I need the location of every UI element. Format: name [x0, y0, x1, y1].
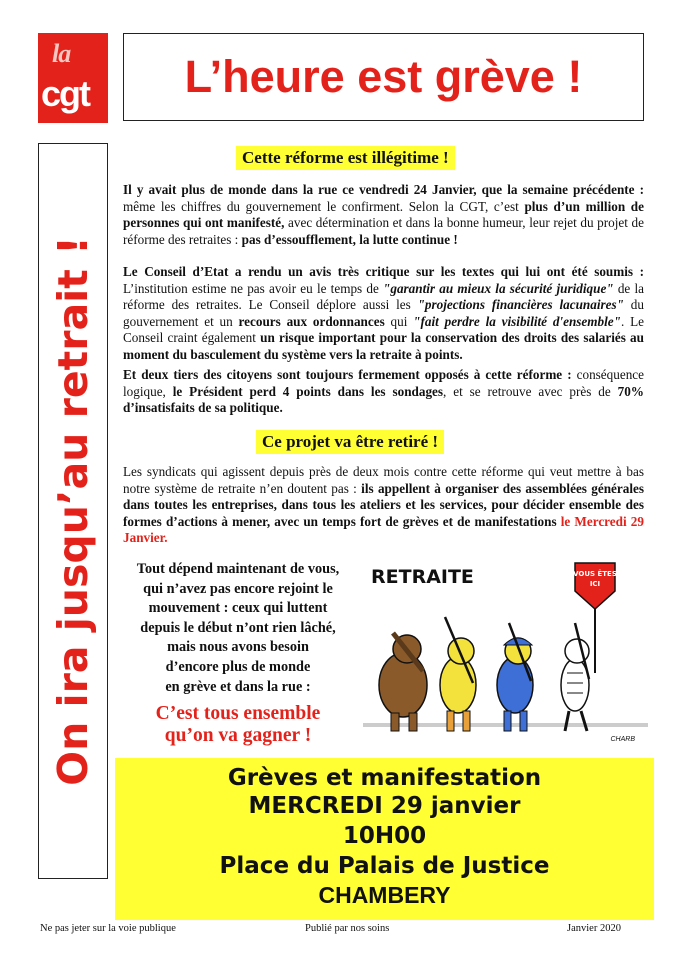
p3-bold-a: Et deux tiers des citoyens sont toujours fermement opposés à cette réforme :: [123, 367, 572, 382]
page-title: L’heure est grève !: [184, 51, 583, 102]
p2-text-d: de la réforme des retraites. Le Conseil déplore aussi les: [123, 280, 644, 313]
side-banner-text: On ira jusqu’au retrait !: [49, 236, 97, 786]
side-banner: [38, 143, 108, 879]
footer-right: Janvier 2020: [567, 923, 621, 934]
p2-text-b: L’institution estime ne pas avoir eu le temps de: [123, 280, 384, 296]
slogan: [118, 703, 358, 747]
title-box: [123, 33, 644, 121]
p4-bold-b: ils appellent à organiser des assemblées générales dans toutes les entreprises, dans tous les ateliers et les services, pour décider ensemble des formes d’actions à mener, avec un temps fort de grèves et de manifestations: [123, 480, 644, 529]
callout-line: Tout dépend maintenant de vous,: [136, 561, 340, 577]
p2-text-j: . Le Conseil craint également: [123, 313, 644, 346]
p2-text-h: qui: [384, 313, 414, 329]
logo-cgt-text: cgt: [41, 73, 89, 114]
slogan-line: C’est tous ensemble: [155, 703, 321, 724]
p4-date-c: le Mercredi 29 Janvier.: [123, 513, 644, 546]
sign-text-line1: VOUS ÊTES: [573, 570, 617, 578]
sign-text-line2: ICI: [589, 580, 601, 588]
p2-bold-a: Le Conseil d’Etat a rendu un avis très critique sur les textes qui lui ont été soumis :: [123, 264, 644, 279]
cgt-logo: [38, 33, 108, 123]
p2-text-f: du gouvernement et un: [123, 297, 644, 329]
p1-bold-a: Il y avait plus de monde dans la rue ce vendredi 24 Janvier, que la semaine précédente :: [123, 182, 644, 197]
p2-quote-e: "projections financières lacunaires": [417, 297, 624, 313]
p1-text-b: même les chiffres du gouvernement le confirment. Selon la CGT, c’est: [123, 198, 525, 214]
callout-line: mouvement : ceux qui luttent: [148, 600, 328, 617]
callout-line: depuis le début n’ont rien lâché,: [140, 619, 336, 636]
worker-blue-figure: [497, 623, 533, 731]
p1-text-d: avec détermination et dans la bonne humeur, leur rejet du projet de réforme des retraites :: [123, 215, 644, 247]
callout-line: d’encore plus de monde: [165, 658, 311, 675]
section-title-illegitime: Cette réforme est illégitime !: [236, 146, 455, 170]
p2-bold-g: recours aux ordonnances: [238, 313, 385, 329]
callout-line: qui n’avez pas encore rejoint le: [143, 580, 333, 597]
p3-bold-e: 70% d’insatisfaits de sa politique.: [123, 383, 644, 416]
p3-text-b: conséquence logique,: [123, 367, 644, 399]
slogan-line: qu’on va gagner !: [164, 725, 312, 746]
callout-line: mais nous avons besoin: [167, 639, 309, 656]
paragraph-conseil-etat: [123, 264, 644, 364]
retirement-cartoon: [363, 553, 648, 748]
p1-bold-e: pas d’essoufflement, la lutte continue !: [241, 231, 458, 247]
event-line-4: Place du Palais de Justice: [219, 853, 550, 879]
cartoon-signature: CHARB: [610, 736, 635, 743]
p3-text-d: , et se retrouve avec près de: [443, 383, 618, 399]
logo-la-text: la: [52, 39, 71, 68]
p1-bold-c: plus d’un million de personnes qui ont manifesté,: [123, 198, 644, 231]
p2-quote-c: "garantir au mieux la sécurité juridique": [383, 280, 614, 296]
event-line-2: MERCREDI 29 janvier: [248, 793, 521, 819]
p2-bold-k: un risque important pour la conservation des droits des salariés au moment du basculement du système vers la retraite à points.: [123, 330, 644, 362]
cartoon-caption: RETRAITE: [371, 566, 474, 588]
callout-text: [118, 560, 358, 697]
footer-left: Ne pas jeter sur la voie publique: [40, 923, 176, 934]
event-box: [115, 758, 654, 920]
event-line-5: CHAMBERY: [318, 882, 451, 908]
caveman-figure: [379, 633, 427, 731]
skeleton-figure: [561, 623, 589, 731]
event-line-3: 10H00: [342, 823, 427, 849]
p4-text-a: Les syndicats qui agissent depuis près de deux mois contre cette réforme qui veut mettre à bas notre système de retraite n’en doutent pas :: [123, 464, 644, 496]
paragraph-manifestation: [123, 182, 644, 248]
footer-center: Publié par nos soins: [305, 923, 390, 934]
event-line-1: Grèves et manifestation: [227, 765, 542, 791]
p2-quote-i: "fait perdre la visibilité d'ensemble": [413, 313, 621, 329]
worker-yellow-figure: [440, 617, 476, 731]
p3-bold-c: le Président perd 4 points dans les sondages: [172, 383, 444, 399]
callout-line: en grève et dans la rue :: [165, 678, 311, 695]
section-title-retire: Ce projet va être retiré !: [256, 430, 444, 454]
paragraph-syndicats: [123, 464, 644, 547]
paragraph-citoyens: [123, 367, 644, 417]
